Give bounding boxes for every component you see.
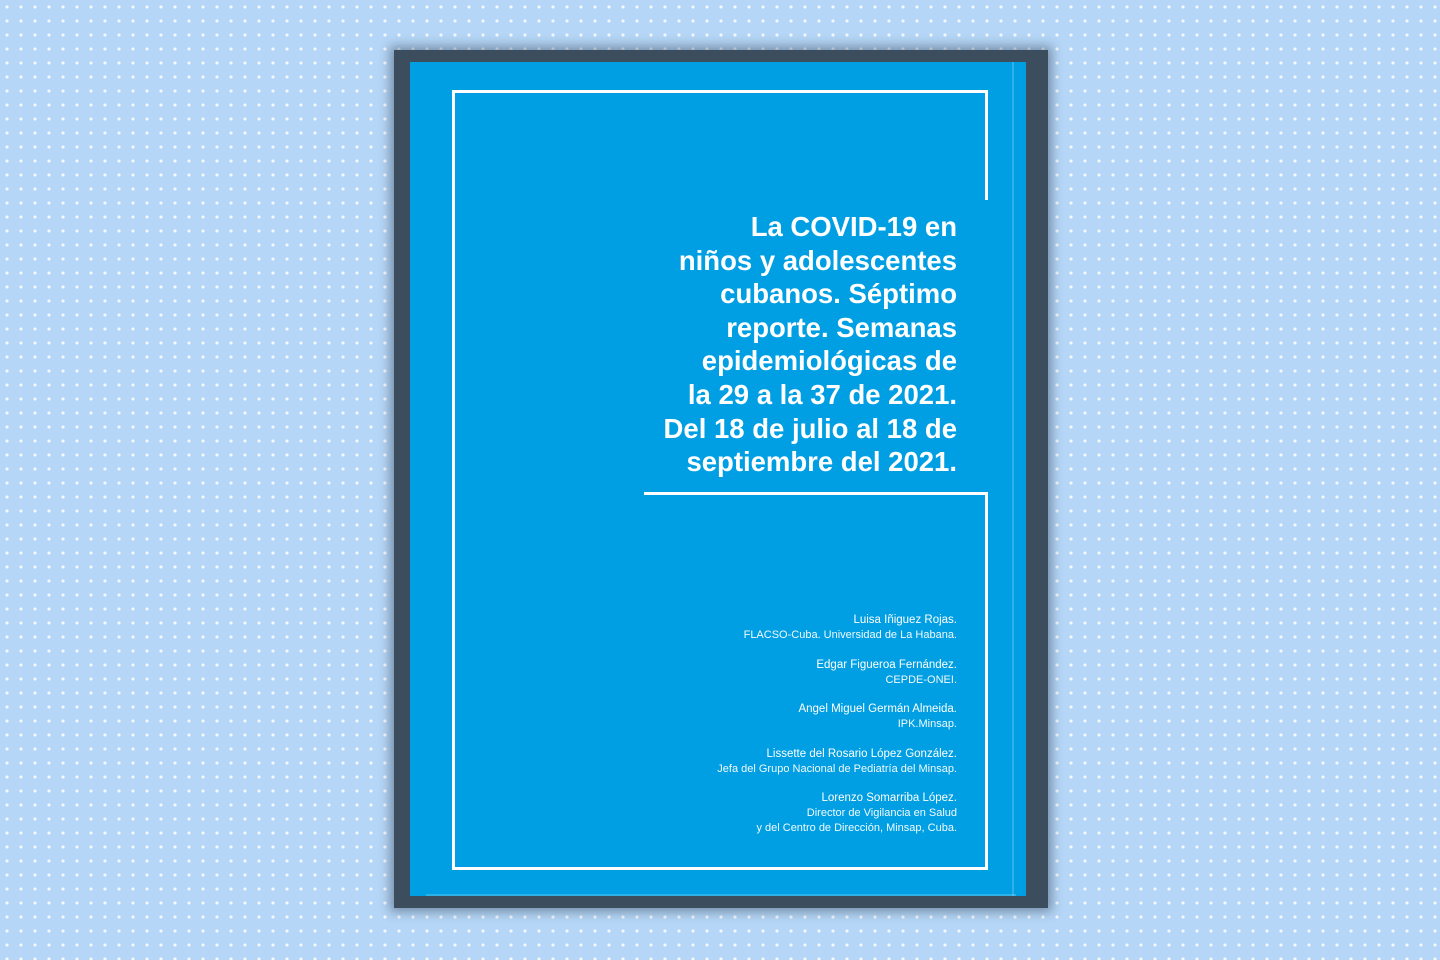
title-line: cubanos. Séptimo	[720, 278, 957, 310]
frame-border-bottom	[452, 867, 988, 870]
report-title	[597, 210, 957, 479]
author-name: Edgar Figueroa Fernández.	[816, 658, 957, 671]
author-list	[557, 613, 957, 851]
title-line: La COVID-19 en	[750, 211, 957, 242]
cover-bottom-edge	[426, 894, 1016, 896]
title-line: Del 18 de julio al 18 de	[663, 412, 957, 444]
author-name: Lissette del Rosario López González.	[766, 747, 957, 760]
author-affiliation: IPK.Minsap.	[897, 718, 957, 730]
frame-border-left	[452, 90, 455, 870]
author-affiliation: Jefa del Grupo Nacional de Pediatría del Minsap.	[717, 762, 957, 775]
title-line: septiembre del 2021.	[686, 446, 957, 478]
author-entry	[557, 791, 957, 836]
author-affiliation: CEPDE-ONEI.	[885, 673, 957, 686]
author-entry	[557, 702, 957, 732]
author-affiliation: FLACSO-Cuba. Universidad de La Habana.	[743, 629, 957, 641]
author-name: Lorenzo Somarriba López.	[821, 792, 957, 804]
author-entry	[557, 658, 957, 688]
title-line: la 29 a la 37 de 2021.	[687, 378, 957, 410]
author-name: Angel Miguel Germán Almeida.	[798, 703, 957, 715]
author-entry	[557, 747, 957, 777]
author-entry	[557, 613, 957, 643]
cover-spine-edge	[1012, 62, 1014, 896]
report-cover	[410, 62, 1026, 896]
author-affiliation: Director de Vigilancia en Salud	[806, 807, 957, 819]
frame-border-top	[452, 90, 988, 93]
title-line: epidemiológicas de	[701, 345, 957, 377]
title-line: reporte. Semanas	[726, 311, 957, 343]
author-name: Luisa Iñiguez Rojas.	[853, 614, 957, 626]
title-underline	[644, 492, 988, 495]
title-line: niños y adolescentes	[678, 244, 957, 276]
author-affiliation: y del Centro de Dirección, Minsap, Cuba.	[756, 822, 957, 834]
frame-border-right-lower	[985, 492, 988, 870]
frame-border-right-upper	[985, 90, 988, 200]
